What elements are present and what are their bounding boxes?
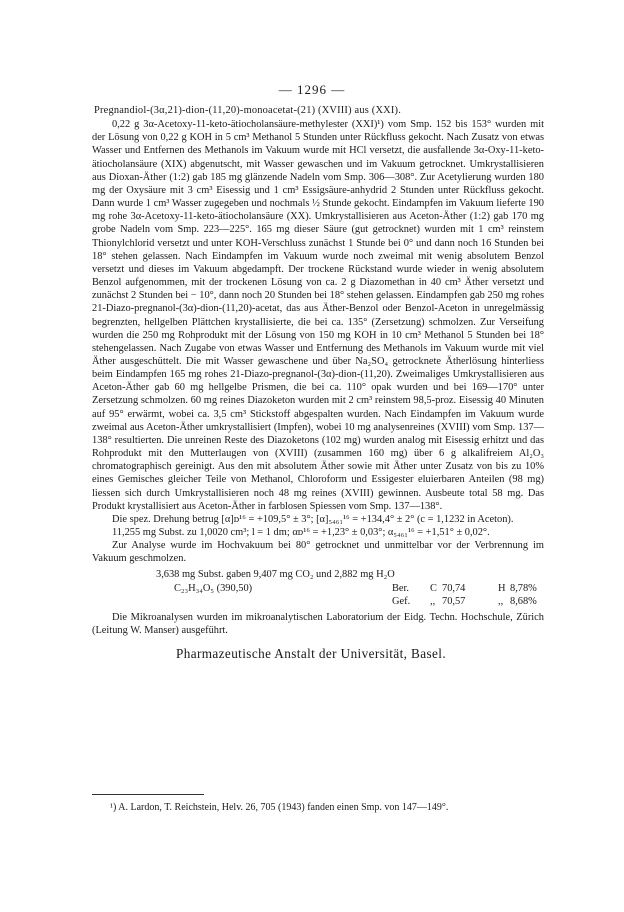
ditto-mark: ,, <box>498 595 504 607</box>
ditto-mark: ,, <box>430 595 436 607</box>
elemental-analysis <box>92 568 544 607</box>
analysis-gef-row <box>92 595 544 608</box>
analysis-ber-row <box>92 582 544 595</box>
article-body <box>92 104 544 660</box>
institute-signature: Pharmazeutische Anstalt der Universität, Basel. <box>176 646 447 662</box>
rotation-paragraph: Die spez. Drehung betrug [α]ᴅ¹⁶ = +109,5° ± 3°; [α]₅₄₆₁¹⁶ = +134,4° ± 2° (c = 1,1232 in Aceton). <box>112 513 514 525</box>
page-number: — 1296 — <box>278 82 346 97</box>
procedure-paragraph: 0,22 g 3α-Acetoxy-11-keto-ätiocholansäure-methylester (XXI)¹) vom Smp. 152 bis 153° wurden mit der Lösung von 0,22 g KOH in 5 cm³ Methanol 5 Stunden unter Rückfluss gekocht. Nach Zusatz von etwas Wasser und Entfernen des Methanols im Vakuum wurde mit HCl versetzt, die ausfallende 3α-Oxy-11-keto-ätiocholansäure (XIX) abgenutscht, mit Wasser gewaschen und im Vakuum getrocknet. Umkrystallisieren aus Dioxan-Äther (1:2) gab 185 mg glänzende Nadeln vom Smp. 306—308°. Zur Acetylierung wurden 180 mg der Oxysäure mit 3 cm³ Eisessig und 1 cm³ Essigsäure-anhydrid 2 Stunden unter Rückfluss gekocht. Dann wurde 1 cm³ Wasser zugegeben und nochmals ½ Stunde gekocht. Eindampfen im Vakuum lieferte 190 mg rohe 3α-Acetoxy-11-keto-ätiocholansäure (XX). Umkrystallisieren aus Aceton-Äther (1:2) gab 170 mg grobe Nadeln vom Smp. 223—225°. 165 mg dieser Säure (gut getrocknet) wurden mit 1 cm³ reinstem Thionylchlorid versetzt und unter KOH-Verschluss zunächst 1 Stunde bei 0° und dann noch 16 Stunden bei 18° stehen gelassen. Nach Eindampfen im Vakuum wurde noch zweimal mit wenig absolutem Benzol versetzt und dieses im Vakuum abgedampft. Der trockene Rückstand wurde wieder in wenig absolutem Benzol aufgenommen, mit der trockenen Lösung von ca. 2 g Diazomethan in 40 cm³ Äther versetzt und zunächst 2 Stunden bei − 10°, dann noch 20 Stunden bei 18° stehen gelassen. Eindampfen gab 250 mg rohes 21-Diazo-pregnanol-(3α)-dion-(11,20)-acetat, das aus Äther-Benzol oder Benzol-Aceton in unregelmässig begrenzten, hellgelben Plättchen krystallisierte, die bei ca. 135° (Zersetzung) schmolzen. Zur Verseifung wurden die 250 mg Rohprodukt mit der Lösung von 150 mg KOH in 10 cm³ Methanol 5 Stunden bei 18° stehengelassen. Nach Zugabe von etwas Wasser und Entfernung des Methanols im Vakuum wurde mit viel Äther ausgeschüttelt. Die mit Wasser gewaschene und über Na₂SO₄ getrocknete Ätherlösung hinterliess beim Eindampfen 165 mg rohes 21-Diazo-pregnanol-(3α)-dion-(11,20). Zweimaliges Umkrystallisieren aus Aceton-Äther gab 60 mg hellgelbe Prismen, die bei ca. 110° opak wurden und bei 169—170° unter Zersetzung schmolzen. 60 mg reines Diazoketon wurden mit 2 cm³ reinstem 98,5-proz. Eisessig 40 Minuten auf 95° erwärmt, wobei ca. 3,5 cm³ Stickstoff abgespalten wurden. Nach Eindampfen im Vakuum wurde zweimal aus Aceton-Äther umkrystallisiert (Impfen), wobei 10 mg analysenreines (XVIII) vom Smp. 137—138° resultierten. Die unreinen Reste des Diazoketons (102 mg) wurden analog mit Eisessig erhitzt und das Rohprodukt mit den Mutterlaugen von (XVIII) (zusammen 160 mg) über 6 g alkalifreiem Al₂O₃ chromatographisch gereinigt. Aus den mit absolutem Äther sowie mit Äther unter Zusatz von bis zu 10% eines Gemisches gleicher Teile von Methanol, Chloroform und Essigester eluierbaren Anteilen (98 mg) liessen sich durch Umkrystallisieren noch 48 mg reines (XVIII) gewinnen. Ausbeute total 58 mg. Das Produkt krystallisiert aus Aceton-Äther in farblosen Spiessen vom Smp. 137—138°. <box>92 119 544 512</box>
analysis-intro-paragraph: Zur Analyse wurde im Hochvakuum bei 80° getrocknet und unmittelbar vor der Verbrennung im Vakuum geschmolzen. <box>92 540 544 565</box>
section-title: Pregnandiol-(3α,21)-dion-(11,20)-monoacetat-(21) (XVIII) aus (XXI). <box>94 105 401 116</box>
gef-label: Gef. <box>392 595 411 607</box>
gef-h-value: 8,68% <box>510 595 537 607</box>
measurement-paragraph: 11,255 mg Subst. zu 1,0020 cm³; l = 1 dm; αᴅ¹⁶ = +1,23° ± 0,03°; α₅₄₆₁¹⁶ = +1,51° ± 0,02°. <box>112 527 490 538</box>
analysis-sample-line: 3,638 mg Subst. gaben 9,407 mg CO₂ und 2,882 mg H₂O <box>156 569 395 581</box>
footnote-divider <box>92 794 204 795</box>
gef-c-value: 70,57 <box>442 595 466 607</box>
molecular-formula: C₂₃H₃₄O₅ (390,50) <box>174 582 253 594</box>
ber-h-value: 8,78% <box>510 582 537 594</box>
footnote: ¹) A. Lardon, T. Reichstein, Helv. 26, 705 (1943) fanden einen Smp. von 147—149°. <box>110 802 449 813</box>
c-label: C <box>430 582 437 594</box>
microanalysis-paragraph: Die Mikroanalysen wurden im mikroanalytischen Laboratorium der Eidg. Techn. Hochschule, Zürich (Leitung W. Manser) ausgeführt. <box>92 611 544 637</box>
ber-c-value: 70,74 <box>442 582 466 594</box>
ber-label: Ber. <box>392 582 410 594</box>
h-label: H <box>498 582 506 594</box>
